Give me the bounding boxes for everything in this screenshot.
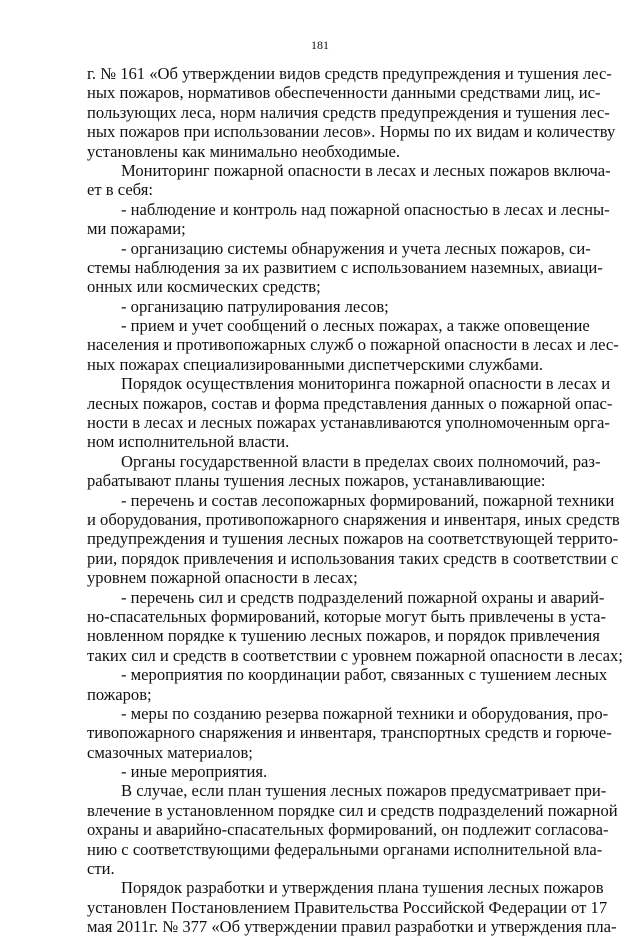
text-line: Мониторинг пожарной опасности в лесах и лесных пожаров включа- <box>121 160 611 180</box>
text-line: мая 2011г. № 377 «Об утверждении правил разработки и утверждения пла- <box>87 917 617 937</box>
text-line: - меры по созданию резерва пожарной техники и оборудования, про- <box>121 703 609 723</box>
text-line: - перечень сил и средств подразделений пожарной охраны и аварий- <box>121 587 605 607</box>
paragraph <box>87 238 603 297</box>
text-line: тивопожарного снаряжения и инвентаря, транспортных средств и горюче- <box>87 723 612 743</box>
text-line: рии, порядок привлечения и использования таких средств в соответствии с <box>87 548 619 568</box>
text-line: пожаров; <box>87 684 152 704</box>
paragraph <box>87 878 617 937</box>
text-line: установлен Постановлением Правительства Российской Федерации от 17 <box>87 897 608 917</box>
paragraph <box>87 316 619 374</box>
text-line: стемы наблюдения за их развитием с использованием наземных, авиаци- <box>87 257 603 277</box>
text-line: ности в лесах и лесных пожарах устанавливаются уполномоченным орга- <box>87 413 610 433</box>
text-line: ных пожаров при использовании лесов». Нормы по их видам и количеству <box>87 122 616 142</box>
paragraph <box>87 374 613 452</box>
paragraph <box>87 297 573 316</box>
text-line: ет в себя: <box>87 180 153 200</box>
paragraph <box>87 665 608 704</box>
text-line: населения и противопожарных служб о пожарной опасности в лесах и лес- <box>87 335 619 355</box>
text-line: ном исполнительной власти. <box>87 432 290 452</box>
text-line: Порядок осуществления мониторинга пожарной опасности в лесах и <box>121 374 611 394</box>
text-line: рабатывают планы тушения лесных пожаров, устанавливающие: <box>87 471 546 491</box>
text-line: онных или космических средств; <box>87 277 321 297</box>
text-line: и оборудования, противопожарного снаряжения и инвентаря, иных средств <box>87 509 620 529</box>
paragraph <box>87 781 618 879</box>
paragraph <box>87 490 620 588</box>
paragraph <box>87 160 611 200</box>
text-line: предупреждения и тушения лесных пожаров на соответствующей террито- <box>87 529 619 549</box>
paragraph <box>87 199 610 239</box>
page-number: 181 <box>311 38 329 52</box>
paragraph <box>87 587 623 666</box>
text-line: сти. <box>87 859 115 879</box>
text-line: - наблюдение и контроль над пожарной опасностью в лесах и лесны- <box>121 199 610 219</box>
text-line: ных пожаров, нормативов обеспеченности данными средствами лиц, ис- <box>87 83 601 103</box>
text-line: ных пожарах специализированными диспетчерскими службами. <box>87 354 544 374</box>
text-line: - перечень и состав лесопожарных формирований, пожарной техники <box>121 490 615 510</box>
text-line: - организацию системы обнаружения и учета лесных пожаров, си- <box>121 238 591 258</box>
text-line: - организацию патрулирования лесов; <box>121 296 389 316</box>
text-line: новленном порядке к тушению лесных пожаров, и порядок привлечения <box>87 626 600 646</box>
text-line: охраны и аварийно-спасательных формирований, он подлежит согласова- <box>87 820 609 840</box>
body-text <box>87 64 623 937</box>
text-line: Порядок разработки и утверждения плана тушения лесных пожаров <box>121 878 604 898</box>
text-line: уровнем пожарной опасности в лесах; <box>87 568 358 588</box>
text-line: - иные мероприятия. <box>121 762 268 782</box>
text-line: но-спасательных формирований, которые могут быть привлечены в уста- <box>87 606 606 626</box>
paragraph <box>87 64 616 161</box>
text-line: пользующих леса, норм наличия средств предупреждения и тушения лес- <box>87 102 610 122</box>
text-line: смазочных материалов; <box>87 742 253 762</box>
text-line: г. № 161 «Об утверждении видов средств предупреждения и тушения лес- <box>87 64 612 83</box>
text-line: лесных пожаров, состав и форма представления данных о пожарной опас- <box>87 393 613 413</box>
text-line: Органы государственной власти в пределах своих полномочий, раз- <box>121 451 601 471</box>
paragraph <box>87 762 573 781</box>
text-line: ми пожарами; <box>87 219 186 239</box>
text-line: - мероприятия по координации работ, связанных с тушением лесных <box>121 665 608 685</box>
text-line: - прием и учет сообщений о лесных пожарах, а также оповещение <box>121 316 590 336</box>
text-line: нию с соответствующими федеральными органами исполнительной вла- <box>87 839 603 859</box>
text-line: установлены как минимально необходимые. <box>87 141 401 161</box>
text-line: В случае, если план тушения лесных пожаров предусматривает при- <box>121 781 607 801</box>
text-line: влечение в установленном порядке сил и средств подразделений пожарной <box>87 800 618 820</box>
text-line: таких сил и средств в соответствии с уровнем пожарной опасности в лесах; <box>87 645 623 665</box>
paragraph <box>87 451 601 491</box>
paragraph <box>87 703 612 762</box>
